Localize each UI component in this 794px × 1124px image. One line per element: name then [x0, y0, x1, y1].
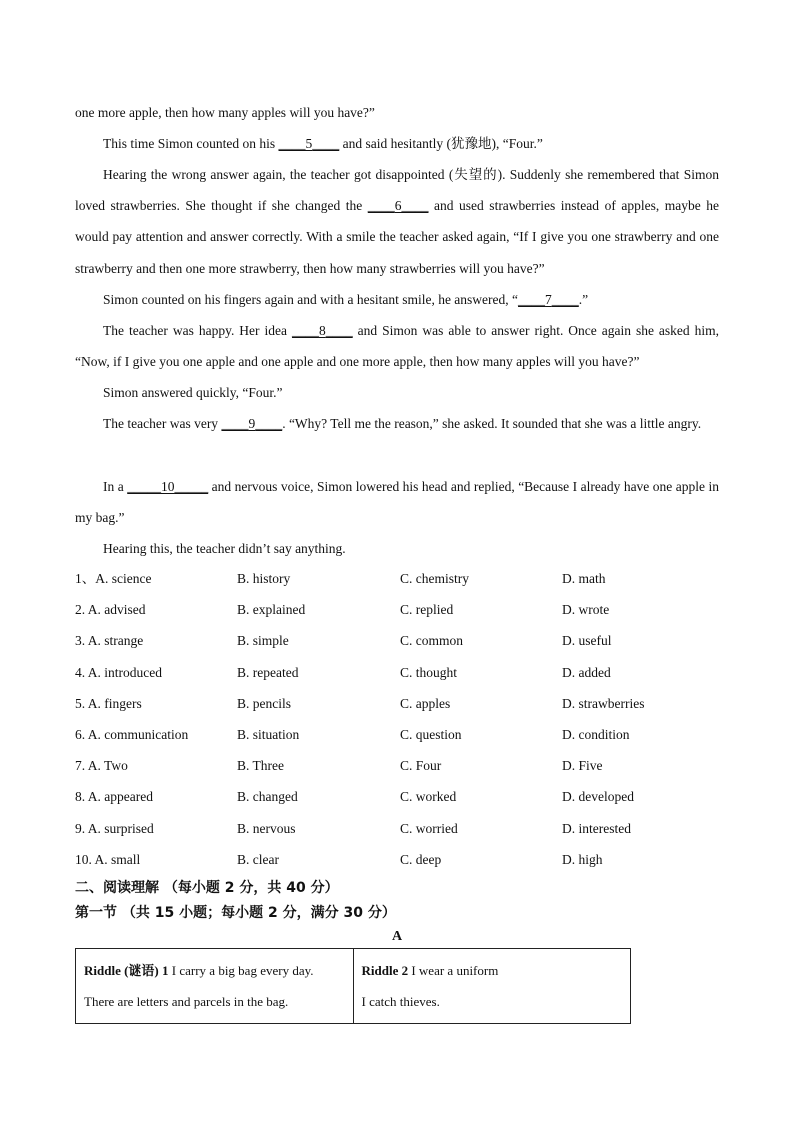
- riddle-2-label: Riddle 2: [361, 963, 409, 978]
- text: Simon counted on his fingers again and with a hesitant smile, he answered, “: [103, 292, 519, 307]
- answer-options: [75, 563, 735, 875]
- option-c: C. common: [400, 633, 463, 649]
- option-b: B. repeated: [237, 664, 299, 680]
- riddle-2-line-2: I catch thieves.: [361, 994, 440, 1009]
- text: .”: [578, 292, 589, 307]
- riddle-1-label: Riddle (谜语) 1: [84, 963, 169, 978]
- riddle-1-line-2: There are letters and parcels in the bag.: [84, 994, 289, 1009]
- blank-5: ____5____: [278, 136, 340, 151]
- text: Hearing this, the teacher didn’t say anything.: [103, 541, 346, 556]
- option-a: 9. A. surprised: [75, 820, 154, 836]
- option-a: 1、A. science: [75, 571, 152, 586]
- option-c: C. deep: [400, 851, 442, 867]
- option-a: 2. A. advised: [75, 602, 146, 618]
- text: Hearing the wrong answer again, the teacher got disappointed (失望的). Suddenly she remembered that Simon loved strawberries. She thought if she changed the: [75, 167, 719, 214]
- blank-6: ____6____: [367, 198, 429, 214]
- option-c: C. apples: [400, 695, 451, 711]
- text: The teacher was very: [103, 416, 222, 431]
- section-subheading: 第一节 （共 15 小题；每小题 2 分，满分 30 分）: [75, 905, 396, 921]
- option-b: B. pencils: [237, 695, 291, 711]
- passage-paragraph-3: [75, 284, 719, 315]
- option-d: D. useful: [562, 633, 612, 649]
- option-c: C. Four: [400, 758, 442, 774]
- option-d: D. added: [562, 664, 611, 680]
- option-b: B. Three: [237, 758, 284, 774]
- text: This time Simon counted on his: [103, 136, 279, 151]
- riddle-1-cell: [76, 949, 354, 1024]
- option-b: B. explained: [237, 602, 306, 618]
- option-row-6: [75, 719, 735, 750]
- passage-paragraph-6: [75, 408, 719, 439]
- option-c: C. worked: [400, 789, 457, 805]
- option-d: D. interested: [562, 820, 631, 836]
- option-b: B. nervous: [237, 820, 296, 836]
- option-d: D. high: [562, 851, 603, 867]
- option-row-2: [75, 594, 735, 625]
- option-b: B. clear: [237, 851, 279, 867]
- option-a: 6. A. communication: [75, 726, 189, 742]
- option-d: D. strawberries: [562, 695, 645, 711]
- riddle-1-line-1: I carry a big bag every day.: [168, 963, 314, 978]
- option-d: D. math: [562, 571, 606, 586]
- option-a: 3. A. strange: [75, 633, 144, 649]
- part-label: A: [391, 929, 403, 944]
- option-row-9: [75, 813, 735, 844]
- text: one more apple, then how many apples will you have?”: [75, 105, 375, 120]
- option-row-7: [75, 750, 735, 781]
- passage-paragraph-7: [75, 471, 719, 533]
- passage-paragraph-5: [75, 377, 719, 408]
- blank-10: _____10_____: [127, 479, 209, 494]
- text: The teacher was happy. Her idea: [103, 323, 292, 338]
- option-b: B. situation: [237, 726, 300, 742]
- riddle-2-line-1: I wear a uniform: [408, 963, 499, 978]
- text: and nervous voice, Simon lowered his head and replied, “Because I already have one apple in my bag.”: [75, 479, 719, 526]
- passage-paragraph-4: [75, 315, 719, 377]
- option-d: D. wrote: [562, 602, 610, 618]
- option-a: 8. A. appeared: [75, 789, 153, 805]
- option-d: D. developed: [562, 789, 634, 805]
- text: and said hesitantly (犹豫地), “Four.”: [339, 136, 543, 151]
- option-b: B. changed: [237, 789, 298, 805]
- section-heading: 二、阅读理解 （每小题 2 分，共 40 分）: [75, 880, 339, 896]
- option-c: C. chemistry: [400, 571, 469, 586]
- text: and used strawberries instead of apples, maybe he would pay attention and answer correctly. With a smile the teacher asked again, “If I give you one strawberry and one strawberry and then one more strawberry, then how many strawberries will you have?”: [75, 198, 719, 276]
- option-row-1: [75, 563, 735, 594]
- passage-paragraph-2: [75, 159, 719, 284]
- text: . “Why? Tell me the reason,” she asked. It sounded that she was a little angry.: [282, 416, 702, 431]
- riddles-table: [75, 948, 631, 1024]
- text: Simon answered quickly, “Four.”: [103, 385, 283, 400]
- option-d: D. condition: [562, 726, 630, 742]
- passage-paragraph-8: [75, 533, 719, 564]
- option-a: 5. A. fingers: [75, 695, 142, 711]
- option-row-4: [75, 657, 735, 688]
- passage-paragraph-1: [75, 128, 719, 159]
- blank-8: ____8____: [291, 323, 353, 338]
- text: In a: [103, 479, 128, 494]
- option-c: C. replied: [400, 602, 454, 618]
- option-c: C. question: [400, 726, 462, 742]
- option-a: 4. A. introduced: [75, 664, 162, 680]
- blank-7: ____7____: [518, 292, 579, 307]
- blank-9: ____9____: [221, 416, 283, 431]
- option-row-3: [75, 625, 735, 656]
- option-row-8: [75, 781, 735, 812]
- option-a: 7. A. Two: [75, 758, 128, 774]
- option-b: B. simple: [237, 633, 289, 649]
- option-d: D. Five: [562, 758, 603, 774]
- text: and Simon was able to answer right. Once again she asked him, “Now, if I give you one apple and one apple and one more apple, then how many apples will you have?”: [75, 323, 719, 370]
- option-a: 10. A. small: [75, 851, 141, 867]
- passage-line-0: [75, 97, 719, 128]
- riddle-2-cell: [353, 949, 631, 1024]
- option-b: B. history: [237, 571, 291, 586]
- option-c: C. thought: [400, 664, 458, 680]
- option-c: C. worried: [400, 820, 458, 836]
- option-row-5: [75, 688, 735, 719]
- option-row-10: [75, 844, 735, 875]
